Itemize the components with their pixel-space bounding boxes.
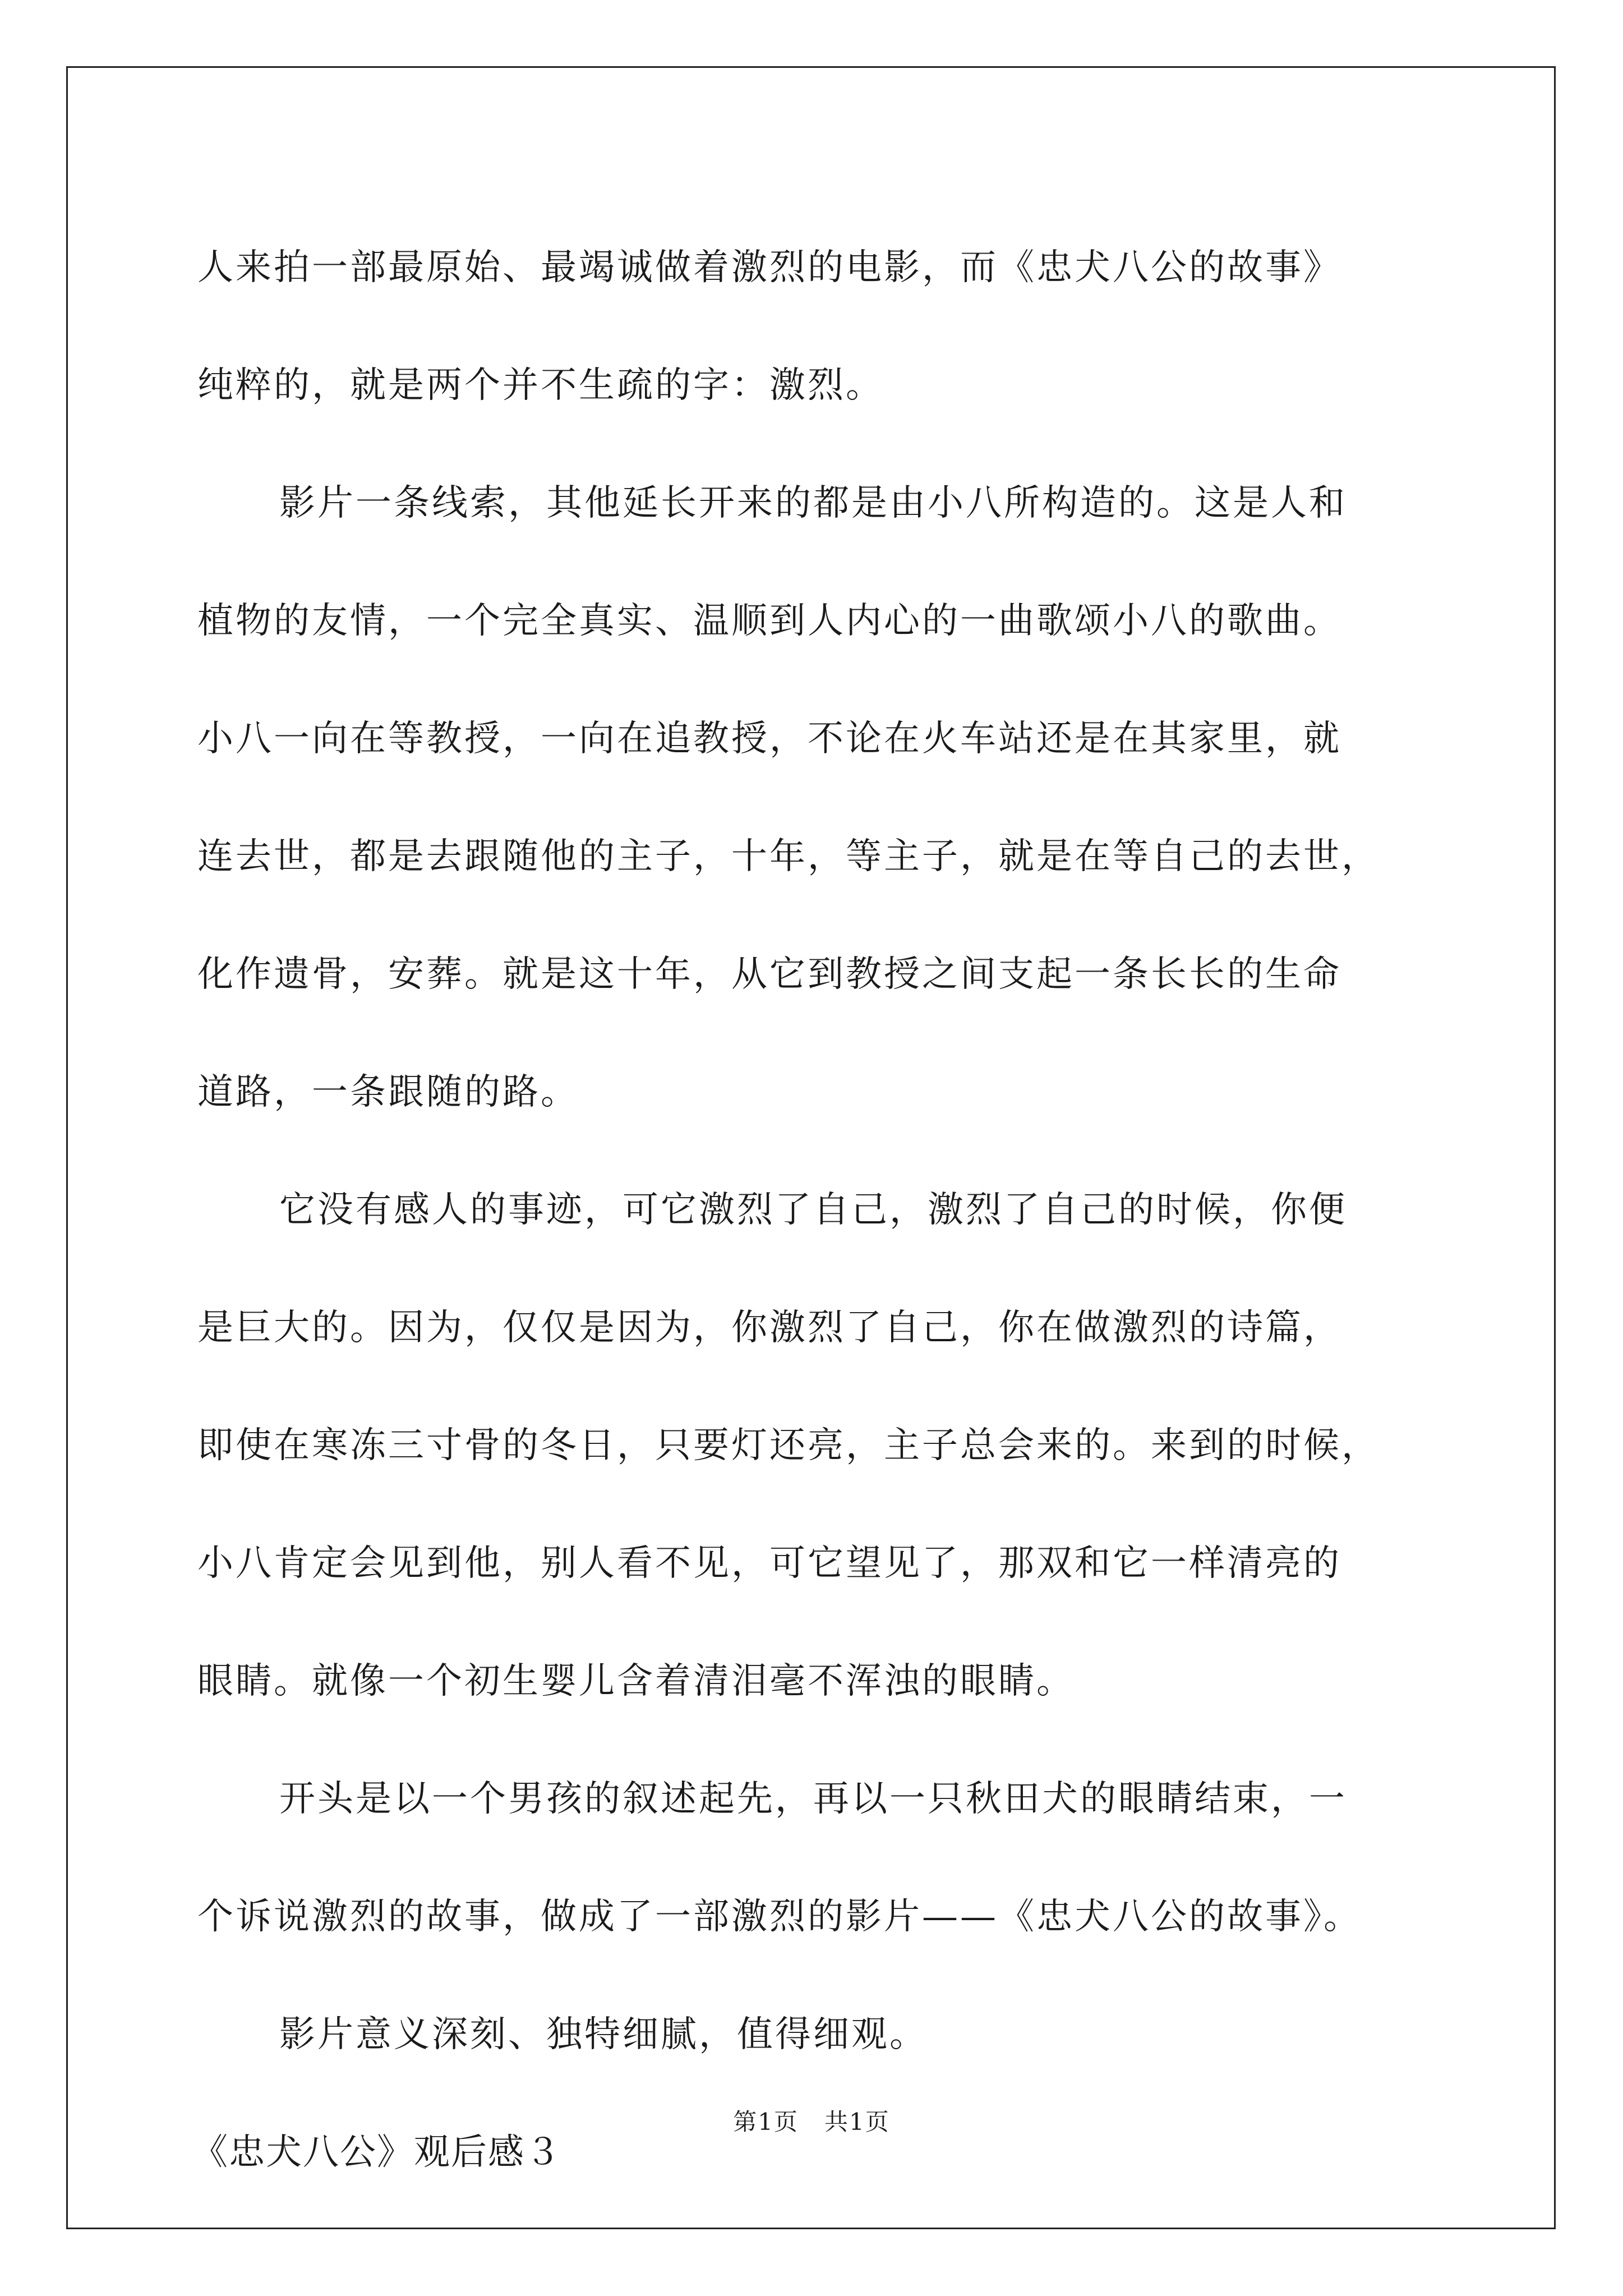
paragraph-start: 它没有感人的事迹，可它激烈了自己，激烈了自己的时候，你便 — [279, 1189, 1347, 1231]
text-line: 即使在寒冻三寸骨的冬日，只要灯还亮，主子总会来的。来到的时候， — [197, 1425, 1380, 1466]
page-footer — [0, 2104, 1623, 2137]
text-line: 植物的友情，一个完全真实、温顺到人内心的一曲歌颂小八的歌曲。 — [197, 600, 1341, 642]
text-line: 是巨大的。因为，仅仅是因为，你激烈了自己，你在做激烈的诗篇， — [197, 1307, 1341, 1349]
text-line: 个诉说激烈的故事，做成了一部激烈的影片——《忠犬八公的故事》。 — [197, 1896, 1362, 1938]
page-total: 共1页 — [824, 2108, 890, 2136]
text-line: 连去世，都是去跟随他的主子，十年，等主子，就是在等自己的去世， — [197, 836, 1380, 877]
page-number: 第1页 — [733, 2108, 799, 2136]
paragraph-start: 影片一条线索，其他延长开来的都是由小八所构造的。这是人和 — [279, 482, 1347, 524]
document-body — [192, 209, 1437, 2211]
paragraph-start: 影片意义深刻、独特细腻，值得细观。 — [279, 2014, 928, 2055]
text-line: 人来拍一部最原始、最竭诚做着激烈的电影，而《忠犬八公的故事》 — [197, 247, 1341, 288]
text-line: 小八一向在等教授，一向在追教授，不论在火车站还是在其家里，就 — [197, 718, 1341, 760]
text-line: 小八肯定会见到他，别人看不见，可它望见了，那双和它一样清亮的 — [197, 1543, 1341, 1584]
section-heading: 《忠犬八公》观后感３ — [192, 2132, 562, 2173]
text-line: 道路，一条跟随的路。 — [197, 1071, 579, 1113]
text-line: 纯粹的，就是两个并不生疏的字：激烈。 — [197, 365, 884, 406]
text-line: 化作遗骨，安葬。就是这十年，从它到教授之间支起一条长长的生命 — [197, 954, 1341, 995]
paragraph-start: 开头是以一个男孩的叙述起先，再以一只秋田犬的眼睛结束，一 — [279, 1778, 1347, 1820]
text-line: 眼睛。就像一个初生婴儿含着清泪毫不浑浊的眼睛。 — [197, 1660, 1075, 1702]
